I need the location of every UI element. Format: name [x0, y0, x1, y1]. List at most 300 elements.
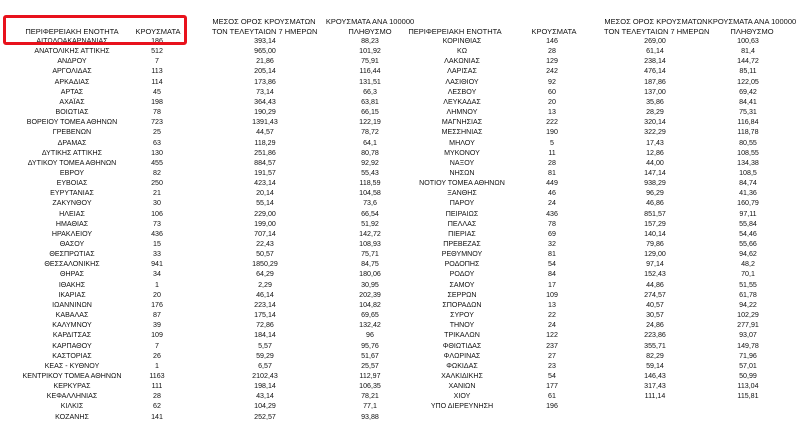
cell-region: ΚΩ	[456, 47, 468, 56]
cell-region: ΚΕΑΣ - ΚΥΘΝΟΥ	[44, 361, 100, 370]
cell-avg7: 72,86	[256, 321, 274, 330]
cell-per100k: 113,04	[737, 382, 759, 391]
cell-avg7: 851,57	[644, 209, 666, 218]
right-header-cases: ΚΡΟΥΣΜΑΤΑ	[531, 27, 577, 36]
cell-cases: 122	[546, 331, 558, 340]
cell-cases: 141	[151, 412, 163, 421]
cell-avg7: 175,14	[254, 311, 276, 320]
cell-region: ΡΟΔΟΠΗΣ	[444, 260, 480, 269]
cell-region: ΠΑΡΟΥ	[449, 199, 475, 208]
cell-avg7: 12,86	[646, 148, 664, 157]
cell-per100k: 73,6	[363, 199, 377, 208]
cell-cases: 436	[546, 209, 558, 218]
cell-per100k: 116,44	[359, 67, 381, 76]
cell-avg7: 40,57	[646, 300, 664, 309]
cell-avg7: 884,57	[254, 158, 276, 167]
cell-avg7: 46,14	[256, 290, 274, 299]
cell-avg7: 1850,29	[252, 260, 278, 269]
cell-region: ΓΡΕΒΕΝΩΝ	[52, 128, 92, 137]
cell-per100k: 122,19	[359, 118, 381, 127]
cell-avg7: 50,57	[256, 250, 274, 259]
cell-per100k: 94,22	[739, 300, 757, 309]
cell-region: ΣΑΜΟΥ	[449, 280, 475, 289]
cell-avg7: 5,57	[258, 341, 272, 350]
cell-cases: 237	[546, 341, 558, 350]
cell-avg7: 44,00	[646, 158, 664, 167]
cell-avg7: 59,29	[256, 351, 274, 360]
cell-cases: 113	[151, 67, 163, 76]
right-header-avg-line2: ΤΟΝ ΤΕΛΕΥΤΑΙΩΝ 7 ΗΜΕΡΩΝ	[604, 27, 710, 36]
cell-cases: 69	[548, 229, 556, 238]
cell-per100k: 142,72	[359, 229, 381, 238]
cell-cases: 111	[151, 382, 163, 391]
cell-cases: 436	[151, 229, 163, 238]
cell-avg7: 198,14	[254, 382, 276, 391]
cell-avg7: 82,29	[646, 351, 664, 360]
cell-region: ΜΑΓΝΗΣΙΑΣ	[441, 118, 483, 127]
cell-region: ΛΕΣΒΟΥ	[447, 87, 477, 96]
cell-avg7: 35,86	[646, 97, 664, 106]
cell-per100k: 70,1	[741, 270, 755, 279]
cell-region: ΦΛΩΡΙΝΑΣ	[443, 351, 481, 360]
cell-region: ΛΗΜΝΟΥ	[446, 108, 478, 117]
cell-per100k: 108,55	[737, 148, 759, 157]
cell-per100k: 180,06	[359, 270, 381, 279]
cell-per100k: 30,95	[361, 280, 379, 289]
cell-region: ΕΥΡΥΤΑΝΙΑΣ	[50, 189, 94, 198]
cell-per100k: 149,78	[737, 341, 759, 350]
cell-cases: 196	[546, 402, 558, 411]
cell-per100k: 108,5	[739, 168, 757, 177]
cell-per100k: 80,78	[361, 148, 379, 157]
cell-avg7: 55,14	[256, 199, 274, 208]
cell-cases: 24	[548, 199, 556, 208]
cell-cases: 84	[548, 270, 556, 279]
cell-cases: 222	[546, 118, 558, 127]
cell-region: ΠΕΙΡΑΙΩΣ	[445, 209, 479, 218]
cell-region: ΑΝΔΡΟΥ	[57, 57, 87, 66]
cell-avg7: 44,57	[256, 128, 274, 137]
cell-region: ΚΙΛΚΙΣ	[60, 402, 84, 411]
cell-region: ΚΕΦΑΛΛΗΝΙΑΣ	[46, 392, 98, 401]
cell-per100k: 51,67	[361, 351, 379, 360]
cell-avg7: 229,00	[254, 209, 276, 218]
cell-per100k: 55,84	[739, 219, 757, 228]
left-header-per-line2: ΠΛΗΘΥΣΜΟ	[348, 27, 392, 36]
cell-cases: 190	[546, 128, 558, 137]
cell-cases: 146	[546, 37, 558, 45]
cell-cases: 78	[548, 219, 556, 228]
cell-cases: 87	[153, 311, 161, 320]
cell-avg7: 2102,43	[252, 371, 278, 380]
cell-cases: 92	[548, 77, 556, 86]
cell-cases: 250	[151, 179, 163, 188]
cell-cases: 13	[548, 300, 556, 309]
cell-region: ΘΑΣΟΥ	[59, 240, 85, 248]
cell-avg7: 46,86	[646, 199, 664, 208]
cell-per100k: 93,07	[739, 331, 757, 340]
cell-cases: 106	[151, 209, 163, 218]
cell-region: ΛΕΥΚΑΔΑΣ	[443, 97, 481, 106]
cell-region: ΥΠΟ ΔΙΕΡΕΥΝΗΣΗ	[430, 402, 494, 411]
cell-cases: 186	[151, 37, 163, 45]
cell-avg7: 24,86	[646, 321, 664, 330]
cell-per100k: 51,92	[361, 219, 379, 228]
cell-avg7: 173,86	[254, 77, 276, 86]
cell-region: ΜΥΚΟΝΟΥ	[444, 148, 480, 157]
cell-avg7: 423,14	[254, 179, 276, 188]
left-header-avg-line2: ΤΟΝ ΤΕΛΕΥΤΑΙΩΝ 7 ΗΜΕΡΩΝ	[212, 27, 318, 36]
cell-per100k: 132,42	[359, 321, 381, 330]
cell-per100k: 75,31	[739, 108, 757, 117]
cell-cases: 114	[151, 77, 163, 86]
cell-per100k: 66,3	[363, 87, 377, 96]
cell-region: ΣΕΡΡΩΝ	[447, 290, 477, 299]
cell-cases: 81	[548, 250, 556, 259]
cell-cases: 39	[153, 321, 161, 330]
cell-avg7: 129,00	[644, 250, 666, 259]
cell-region: ΑΡΤΑΣ	[60, 87, 84, 96]
cell-avg7	[625, 402, 685, 412]
left-header-cases: ΚΡΟΥΣΜΑΤΑ	[135, 27, 181, 36]
cell-per100k: 64,1	[363, 138, 377, 147]
cell-avg7: 322,29	[644, 128, 666, 137]
cell-avg7: 238,14	[644, 57, 666, 66]
cell-per100k: 94,62	[739, 250, 757, 259]
cell-region: ΡΟΔΟΥ	[449, 270, 475, 279]
cell-cases: 63	[153, 138, 161, 147]
cell-avg7: 28,29	[646, 108, 664, 117]
cell-per100k: 131,51	[359, 77, 381, 86]
cell-per100k: 115,81	[737, 392, 759, 401]
cell-cases: 26	[153, 351, 161, 360]
cell-region: ΝΟΤΙΟΥ ΤΟΜΕΑ ΑΘΗΝΩΝ	[419, 179, 505, 188]
cell-region: ΠΡΕΒΕΖΑΣ	[443, 240, 481, 248]
cell-cases: 28	[548, 47, 556, 56]
right-header-per-line1: ΚΡΟΥΣΜΑΤΑ ΑΝΑ 100000	[707, 17, 797, 26]
cell-per100k: 104,82	[359, 300, 381, 309]
cell-per100k: 100,63	[737, 37, 759, 45]
cell-cases: 78	[153, 108, 161, 117]
cell-per100k: 144,72	[737, 57, 759, 66]
cell-per100k: 61,78	[739, 290, 757, 299]
cell-region: ΝΗΣΩΝ	[449, 168, 475, 177]
cell-region: ΔΥΤΙΚΗΣ ΑΤΤΙΚΗΣ	[41, 148, 103, 157]
cell-region: ΚΑΣΤΟΡΙΑΣ	[52, 351, 92, 360]
cell-cases: 73	[153, 219, 161, 228]
cell-region: ΛΑΣΙΘΙΟΥ	[445, 77, 479, 86]
cell-avg7: 187,86	[644, 77, 666, 86]
cell-avg7: 111,14	[644, 392, 666, 401]
cell-cases: 54	[548, 371, 556, 380]
cell-cases: 130	[151, 148, 163, 157]
cell-region: ΑΡΓΟΛΙΔΑΣ	[52, 67, 92, 76]
cell-per100k: 108,93	[359, 240, 381, 248]
cell-avg7: 64,29	[256, 270, 274, 279]
cell-region: ΒΟΡΕΙΟΥ ΤΟΜΕΑ ΑΘΗΝΩΝ	[26, 118, 118, 127]
cell-avg7: 147,14	[644, 168, 666, 177]
cell-avg7: 146,43	[644, 371, 666, 380]
cell-cases: 32	[548, 240, 556, 248]
cell-avg7: 17,43	[646, 138, 664, 147]
cell-cases: 1163	[149, 371, 165, 380]
cell-region: ΔΥΤΙΚΟΥ ΤΟΜΕΑ ΑΘΗΝΩΝ	[27, 158, 117, 167]
cell-region: ΣΠΟΡΑΔΩΝ	[442, 300, 482, 309]
cell-per100k: 96	[366, 331, 374, 340]
cell-per100k: 202,39	[359, 290, 381, 299]
cell-region: ΚΕΡΚΥΡΑΣ	[53, 382, 91, 391]
cell-avg7: 205,14	[254, 67, 276, 76]
cell-per100k: 95,76	[361, 341, 379, 350]
highlight-box	[3, 15, 187, 45]
cell-cases: 15	[153, 240, 161, 248]
cell-avg7: 157,29	[644, 219, 666, 228]
cell-per100k: 69,65	[361, 311, 379, 320]
cell-per100k: 75,71	[361, 250, 379, 259]
cell-per100k: 84,75	[361, 260, 379, 269]
cell-per100k: 118,78	[737, 128, 759, 137]
cell-cases: 449	[546, 179, 558, 188]
cell-avg7: 393,14	[254, 37, 276, 45]
cell-region: ΗΜΑΘΙΑΣ	[55, 219, 89, 228]
cell-avg7: 59,14	[646, 361, 664, 370]
right-header-avg-line1: ΜΕΣΟΣ ΟΡΟΣ ΚΡΟΥΣΜΑΤΩΝ	[604, 17, 708, 26]
cell-cases: 7	[155, 341, 159, 350]
cell-region: ΚΑΡΠΑΘΟΥ	[52, 341, 92, 350]
cell-region: ΡΕΘΥΜΝΟΥ	[441, 250, 483, 259]
left-header-region: ΠΕΡΙΦΕΡΕΙΑΚΗ ΕΝΟΤΗΤΑ	[25, 27, 119, 36]
cell-per100k: 134,38	[737, 158, 759, 167]
cell-per100k: 78,72	[361, 128, 379, 137]
cell-region: ΕΥΒΟΙΑΣ	[56, 179, 88, 188]
cell-region: ΧΑΝΙΩΝ	[448, 382, 476, 391]
cell-cases: 24	[548, 321, 556, 330]
cell-avg7: 320,14	[644, 118, 666, 127]
cell-per100k: 81,4	[741, 47, 755, 56]
cell-region: ΙΘΑΚΗΣ	[58, 280, 86, 289]
cell-cases: 54	[548, 260, 556, 269]
cell-cases: 81	[548, 168, 556, 177]
cell-per100k: 80,55	[739, 138, 757, 147]
cell-region: ΕΒΡΟΥ	[59, 168, 85, 177]
cell-avg7: 44,86	[646, 280, 664, 289]
cell-avg7: 2,29	[258, 280, 272, 289]
cell-region: ΞΑΝΘΗΣ	[447, 189, 477, 198]
cell-per100k: 122,05	[737, 77, 759, 86]
cell-per100k: 84,41	[739, 97, 757, 106]
cell-avg7: 61,14	[646, 47, 664, 56]
cell-cases: 109	[546, 290, 558, 299]
cell-per100k: 41,36	[739, 189, 757, 198]
cell-cases: 34	[153, 270, 161, 279]
cell-per100k: 104,58	[359, 189, 381, 198]
cell-avg7: 96,29	[646, 189, 664, 198]
cell-cases: 30	[153, 199, 161, 208]
cell-per100k: 71,96	[739, 351, 757, 360]
cell-region: ΛΑΡΙΣΑΣ	[447, 67, 477, 76]
cell-region: ΛΑΚΩΝΙΑΣ	[444, 57, 480, 66]
cell-cases: 5	[550, 138, 554, 147]
cell-avg7: 938,29	[644, 179, 666, 188]
cell-cases: 28	[548, 158, 556, 167]
cell-avg7: 140,14	[644, 229, 666, 238]
cell-avg7: 43,14	[256, 392, 274, 401]
cell-cases: 20	[153, 290, 161, 299]
cell-cases: 28	[153, 392, 161, 401]
cell-region: ΜΕΣΣΗΝΙΑΣ	[441, 128, 483, 137]
cell-region: ΝΑΞΟΥ	[449, 158, 475, 167]
cell-region: ΑΡΚΑΔΙΑΣ	[54, 77, 90, 86]
cell-region: ΚΑΡΔΙΤΣΑΣ	[52, 331, 92, 340]
cell-cases: 21	[153, 189, 161, 198]
cell-cases: 33	[153, 250, 161, 259]
cell-per100k: 106,35	[359, 382, 381, 391]
cell-per100k: 97,11	[739, 209, 757, 218]
cell-per100k: 116,84	[737, 118, 759, 127]
cell-region: ΧΑΛΚΙΔΙΚΗΣ	[441, 371, 483, 380]
cell-region: ΘΕΣΣΑΛΟΝΙΚΗΣ	[44, 260, 100, 269]
cell-cases: 22	[548, 311, 556, 320]
cell-region: ΖΑΚΥΝΘΟΥ	[52, 199, 92, 208]
cell-per100k: 51,55	[739, 280, 757, 289]
right-header-per-line2: ΠΛΗΘΥΣΜΟ	[730, 27, 774, 36]
cell-avg7: 355,71	[644, 341, 666, 350]
cell-cases: 17	[548, 280, 556, 289]
cell-region: ΦΘΙΩΤΙΔΑΣ	[442, 341, 482, 350]
cell-region: ΤΗΝΟΥ	[449, 321, 475, 330]
cell-per100k: 75,91	[361, 57, 379, 66]
cell-region: ΚΑΒΑΛΑΣ	[55, 311, 89, 320]
cell-region: ΙΚΑΡΙΑΣ	[58, 290, 86, 299]
cell-per100k: 102,29	[737, 311, 759, 320]
cell-avg7: 118,29	[254, 138, 276, 147]
cell-per100k: 25,57	[361, 361, 379, 370]
cell-per100k: 63,81	[361, 97, 379, 106]
cell-avg7: 191,57	[254, 168, 276, 177]
cell-per100k: 88,23	[361, 37, 379, 45]
cell-per100k: 55,43	[361, 168, 379, 177]
cell-avg7: 965,00	[254, 47, 276, 56]
cell-avg7: 190,29	[254, 108, 276, 117]
cell-cases: 177	[546, 382, 558, 391]
cell-cases: 46	[548, 189, 556, 198]
cell-region: ΒΟΙΩΤΙΑΣ	[55, 108, 89, 117]
cell-per100k: 50,99	[739, 371, 757, 380]
cell-region: ΔΡΑΜΑΣ	[57, 138, 87, 147]
left-header-per-line1: ΚΡΟΥΣΜΑΤΑ ΑΝΑ 100000	[325, 17, 415, 26]
cell-cases: 62	[153, 402, 161, 411]
cell-per100k: 55,66	[739, 240, 757, 248]
cell-avg7: 152,43	[644, 270, 666, 279]
cell-avg7: 707,14	[254, 229, 276, 238]
cell-cases: 176	[151, 300, 163, 309]
cell-region: ΑΝΑΤΟΛΙΚΗΣ ΑΤΤΙΚΗΣ	[34, 47, 110, 56]
cell-cases: 198	[151, 97, 163, 106]
cell-avg7: 317,43	[644, 382, 666, 391]
cell-region: ΗΡΑΚΛΕΙΟΥ	[51, 229, 93, 238]
cell-avg7: 20,14	[256, 189, 274, 198]
cell-region: ΤΡΙΚΑΛΩΝ	[444, 331, 480, 340]
cell-region: ΠΕΛΛΑΣ	[447, 219, 477, 228]
cell-per100k: 112,97	[359, 371, 381, 380]
cell-region: ΧΙΟΥ	[453, 392, 471, 401]
cell-cases: 723	[151, 118, 163, 127]
cell-per100k: 66,54	[361, 209, 379, 218]
cell-avg7: 97,14	[646, 260, 664, 269]
cell-cases: 11	[548, 148, 556, 157]
cell-avg7: 184,14	[254, 331, 276, 340]
cell-avg7: 274,57	[644, 290, 666, 299]
cell-avg7: 21,86	[256, 57, 274, 66]
cell-cases: 1	[155, 361, 159, 370]
cell-avg7: 364,43	[254, 97, 276, 106]
cell-cases: 23	[548, 361, 556, 370]
cell-per100k: 101,92	[359, 47, 381, 56]
cell-avg7: 252,57	[254, 412, 276, 421]
cell-avg7: 30,57	[646, 311, 664, 320]
cell-cases: 27	[548, 351, 556, 360]
cell-per100k: 160,79	[737, 199, 759, 208]
cell-cases: 7	[155, 57, 159, 66]
cell-region: ΑΙΤΩΛΟΑΚΑΡΝΑΝΙΑΣ	[36, 37, 108, 45]
left-header-avg-line1: ΜΕΣΟΣ ΟΡΟΣ ΚΡΟΥΣΜΑΤΩΝ	[212, 17, 316, 26]
cell-cases: 13	[548, 108, 556, 117]
cell-region: ΗΛΕΙΑΣ	[59, 209, 85, 218]
cell-per100k: 69,42	[739, 87, 757, 96]
cell-cases: 242	[546, 67, 558, 76]
cell-region: ΑΧΑΪΑΣ	[59, 97, 85, 106]
right-header-region: ΠΕΡΙΦΕΡΕΙΑΚΗ ΕΝΟΤΗΤΑ	[408, 27, 502, 36]
cell-region: ΠΙΕΡΙΑΣ	[448, 229, 476, 238]
cell-region: ΜΗΛΟΥ	[449, 138, 475, 147]
cell-avg7: 223,86	[644, 331, 666, 340]
cell-cases: 45	[153, 87, 161, 96]
cell-region: ΚΟΡΙΝΘΙΑΣ	[442, 37, 482, 45]
cell-cases: 109	[151, 331, 163, 340]
cell-region: ΚΕΝΤΡΙΚΟΥ ΤΟΜΕΑ ΑΘΗΝΩΝ	[22, 371, 122, 380]
cell-cases: 455	[151, 158, 163, 167]
cell-per100k: 57,01	[739, 361, 757, 370]
cell-avg7: 476,14	[644, 67, 666, 76]
cell-cases: 61	[548, 392, 556, 401]
cell-region: ΘΕΣΠΡΩΤΙΑΣ	[49, 250, 95, 259]
cell-per100k: 92,92	[361, 158, 379, 167]
cell-per100k: 277,91	[737, 321, 759, 330]
cell-avg7: 199,00	[254, 219, 276, 228]
cell-avg7: 73,14	[256, 87, 274, 96]
cell-cases: 512	[151, 47, 163, 56]
cell-avg7: 79,86	[646, 240, 664, 248]
cell-avg7: 104,29	[254, 402, 276, 411]
cell-avg7: 269,00	[644, 37, 666, 45]
cell-cases: 1	[155, 280, 159, 289]
cell-cases: 82	[153, 168, 161, 177]
cell-per100k: 85,11	[739, 67, 757, 76]
cell-per100k: 78,21	[361, 392, 379, 401]
cell-per100k: 93,88	[361, 412, 379, 421]
cell-avg7: 137,00	[644, 87, 666, 96]
cell-avg7: 6,57	[258, 361, 272, 370]
cell-cases: 60	[548, 87, 556, 96]
cell-cases: 941	[151, 260, 163, 269]
cell-cases: 20	[548, 97, 556, 106]
cell-per100k	[718, 402, 778, 412]
cell-per100k: 48,2	[741, 260, 755, 269]
cell-region: ΚΑΛΥΜΝΟΥ	[52, 321, 92, 330]
cell-per100k: 66,15	[361, 108, 379, 117]
cell-per100k: 118,59	[359, 179, 381, 188]
cell-per100k: 84,74	[739, 179, 757, 188]
